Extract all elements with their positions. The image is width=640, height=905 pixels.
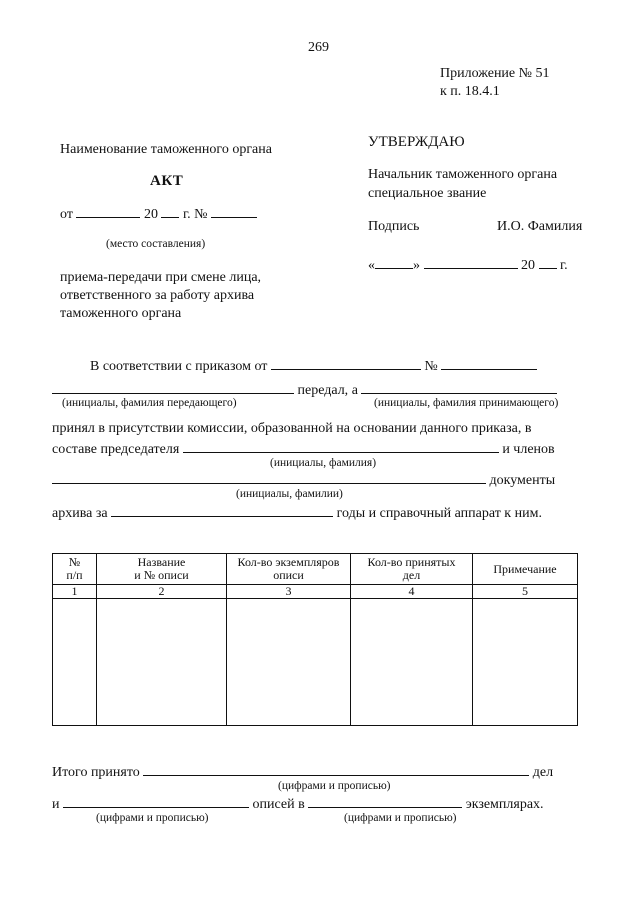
page-number: 269 xyxy=(308,40,329,55)
chair-text: составе председателя xyxy=(52,442,180,457)
date-g-label: г. № xyxy=(182,207,208,222)
approval-name-label: И.О. Фамилия xyxy=(497,219,583,234)
members-note: (инициалы, фамилии) xyxy=(236,488,343,500)
purpose-line-1: приема-передачи при смене лица, xyxy=(60,270,262,285)
year-blank xyxy=(161,205,179,218)
column-number: 1 xyxy=(53,585,97,599)
copies-text: экземплярах. xyxy=(465,797,544,812)
archive-text: архива за xyxy=(52,506,108,521)
date-blank xyxy=(76,205,140,218)
table-header-row xyxy=(53,554,578,585)
header-inventory-copies: Кол-во экземпляров описи xyxy=(227,554,351,585)
approval-year: 20 xyxy=(521,258,535,273)
table-cell xyxy=(351,599,473,726)
inventories-blank xyxy=(63,795,249,808)
receiver-blank xyxy=(361,381,557,394)
act-title: АКТ xyxy=(150,173,184,189)
place-note: (место составления) xyxy=(106,238,206,250)
table-cell xyxy=(97,599,227,726)
chair-blank xyxy=(183,440,499,453)
table-cell xyxy=(473,599,578,726)
number-blank xyxy=(211,205,257,218)
day-blank xyxy=(375,256,413,269)
appendix-number: Приложение № 51 xyxy=(440,66,550,81)
column-number: 5 xyxy=(473,585,578,599)
table-cell xyxy=(227,599,351,726)
header-number: № п/п xyxy=(53,554,97,585)
total-line xyxy=(52,763,553,781)
table-cell xyxy=(53,599,97,726)
total-blank xyxy=(143,763,529,776)
order-no: № xyxy=(424,359,438,374)
total-label: Итого принято xyxy=(52,765,140,780)
header-inventory-name: Название и № описи xyxy=(97,554,227,585)
column-number: 2 xyxy=(97,585,227,599)
body-line-3: принял в присутствии комиссии, образованной на основании данного приказа, в xyxy=(52,421,532,436)
order-date-blank xyxy=(271,357,421,370)
years-blank xyxy=(111,504,333,517)
inventories-note: (цифрами и прописью) xyxy=(96,812,209,824)
quote-close: » xyxy=(413,258,420,273)
order-number-blank xyxy=(441,357,537,370)
body-line-4 xyxy=(52,440,555,458)
table-column-numbers xyxy=(53,585,578,599)
column-number: 4 xyxy=(351,585,473,599)
and-text: и xyxy=(52,797,60,812)
quote-open: « xyxy=(368,258,375,273)
header-files-accepted: Кол-во принятых дел xyxy=(351,554,473,585)
approval-rank: специальное звание xyxy=(368,186,487,201)
approval-position: Начальник таможенного органа xyxy=(368,167,558,182)
org-name: Наименование таможенного органа xyxy=(60,142,272,157)
approval-signature-label: Подпись xyxy=(368,219,420,234)
giver-note: (инициалы, фамилия передающего) xyxy=(62,397,237,409)
date-from-label: от xyxy=(60,207,73,222)
table-row xyxy=(53,599,578,726)
copies-blank xyxy=(308,795,462,808)
column-number: 3 xyxy=(227,585,351,599)
members-blank xyxy=(52,471,486,484)
giver-blank xyxy=(52,381,294,394)
header-note: Примечание xyxy=(473,554,578,585)
total-unit: дел xyxy=(532,765,554,780)
approval-title: УТВЕРЖДАЮ xyxy=(368,134,465,150)
body-line-1 xyxy=(90,357,537,375)
chair-note: (инициалы, фамилия) xyxy=(270,457,377,469)
a-text: а xyxy=(351,383,358,398)
purpose-line-3: таможенного органа xyxy=(60,306,182,321)
transferred-text: передал, xyxy=(297,383,349,398)
copies-note: (цифрами и прописью) xyxy=(344,812,457,824)
date-year: 20 xyxy=(143,207,158,222)
approval-date-line xyxy=(368,256,568,274)
years-text: годы и справочный аппарат к ним. xyxy=(336,506,542,521)
body-line-6 xyxy=(52,504,542,522)
members-text: и членов xyxy=(502,442,555,457)
acceptance-table xyxy=(52,553,578,726)
appendix-clause: к п. 18.4.1 xyxy=(440,84,500,99)
receiver-note: (инициалы, фамилия принимающего) xyxy=(374,397,559,409)
inventory-line xyxy=(52,795,544,813)
act-date-line xyxy=(60,205,257,223)
approval-g: г. xyxy=(560,258,568,273)
order-text: В соответствии с приказом от xyxy=(90,359,268,374)
inventories-text: описей в xyxy=(252,797,305,812)
purpose-line-2: ответственного за работу архива xyxy=(60,288,255,303)
year-blank xyxy=(539,256,557,269)
documents-text: документы xyxy=(489,473,556,488)
month-blank xyxy=(424,256,518,269)
total-note: (цифрами и прописью) xyxy=(278,780,391,792)
body-line-5 xyxy=(52,471,555,489)
